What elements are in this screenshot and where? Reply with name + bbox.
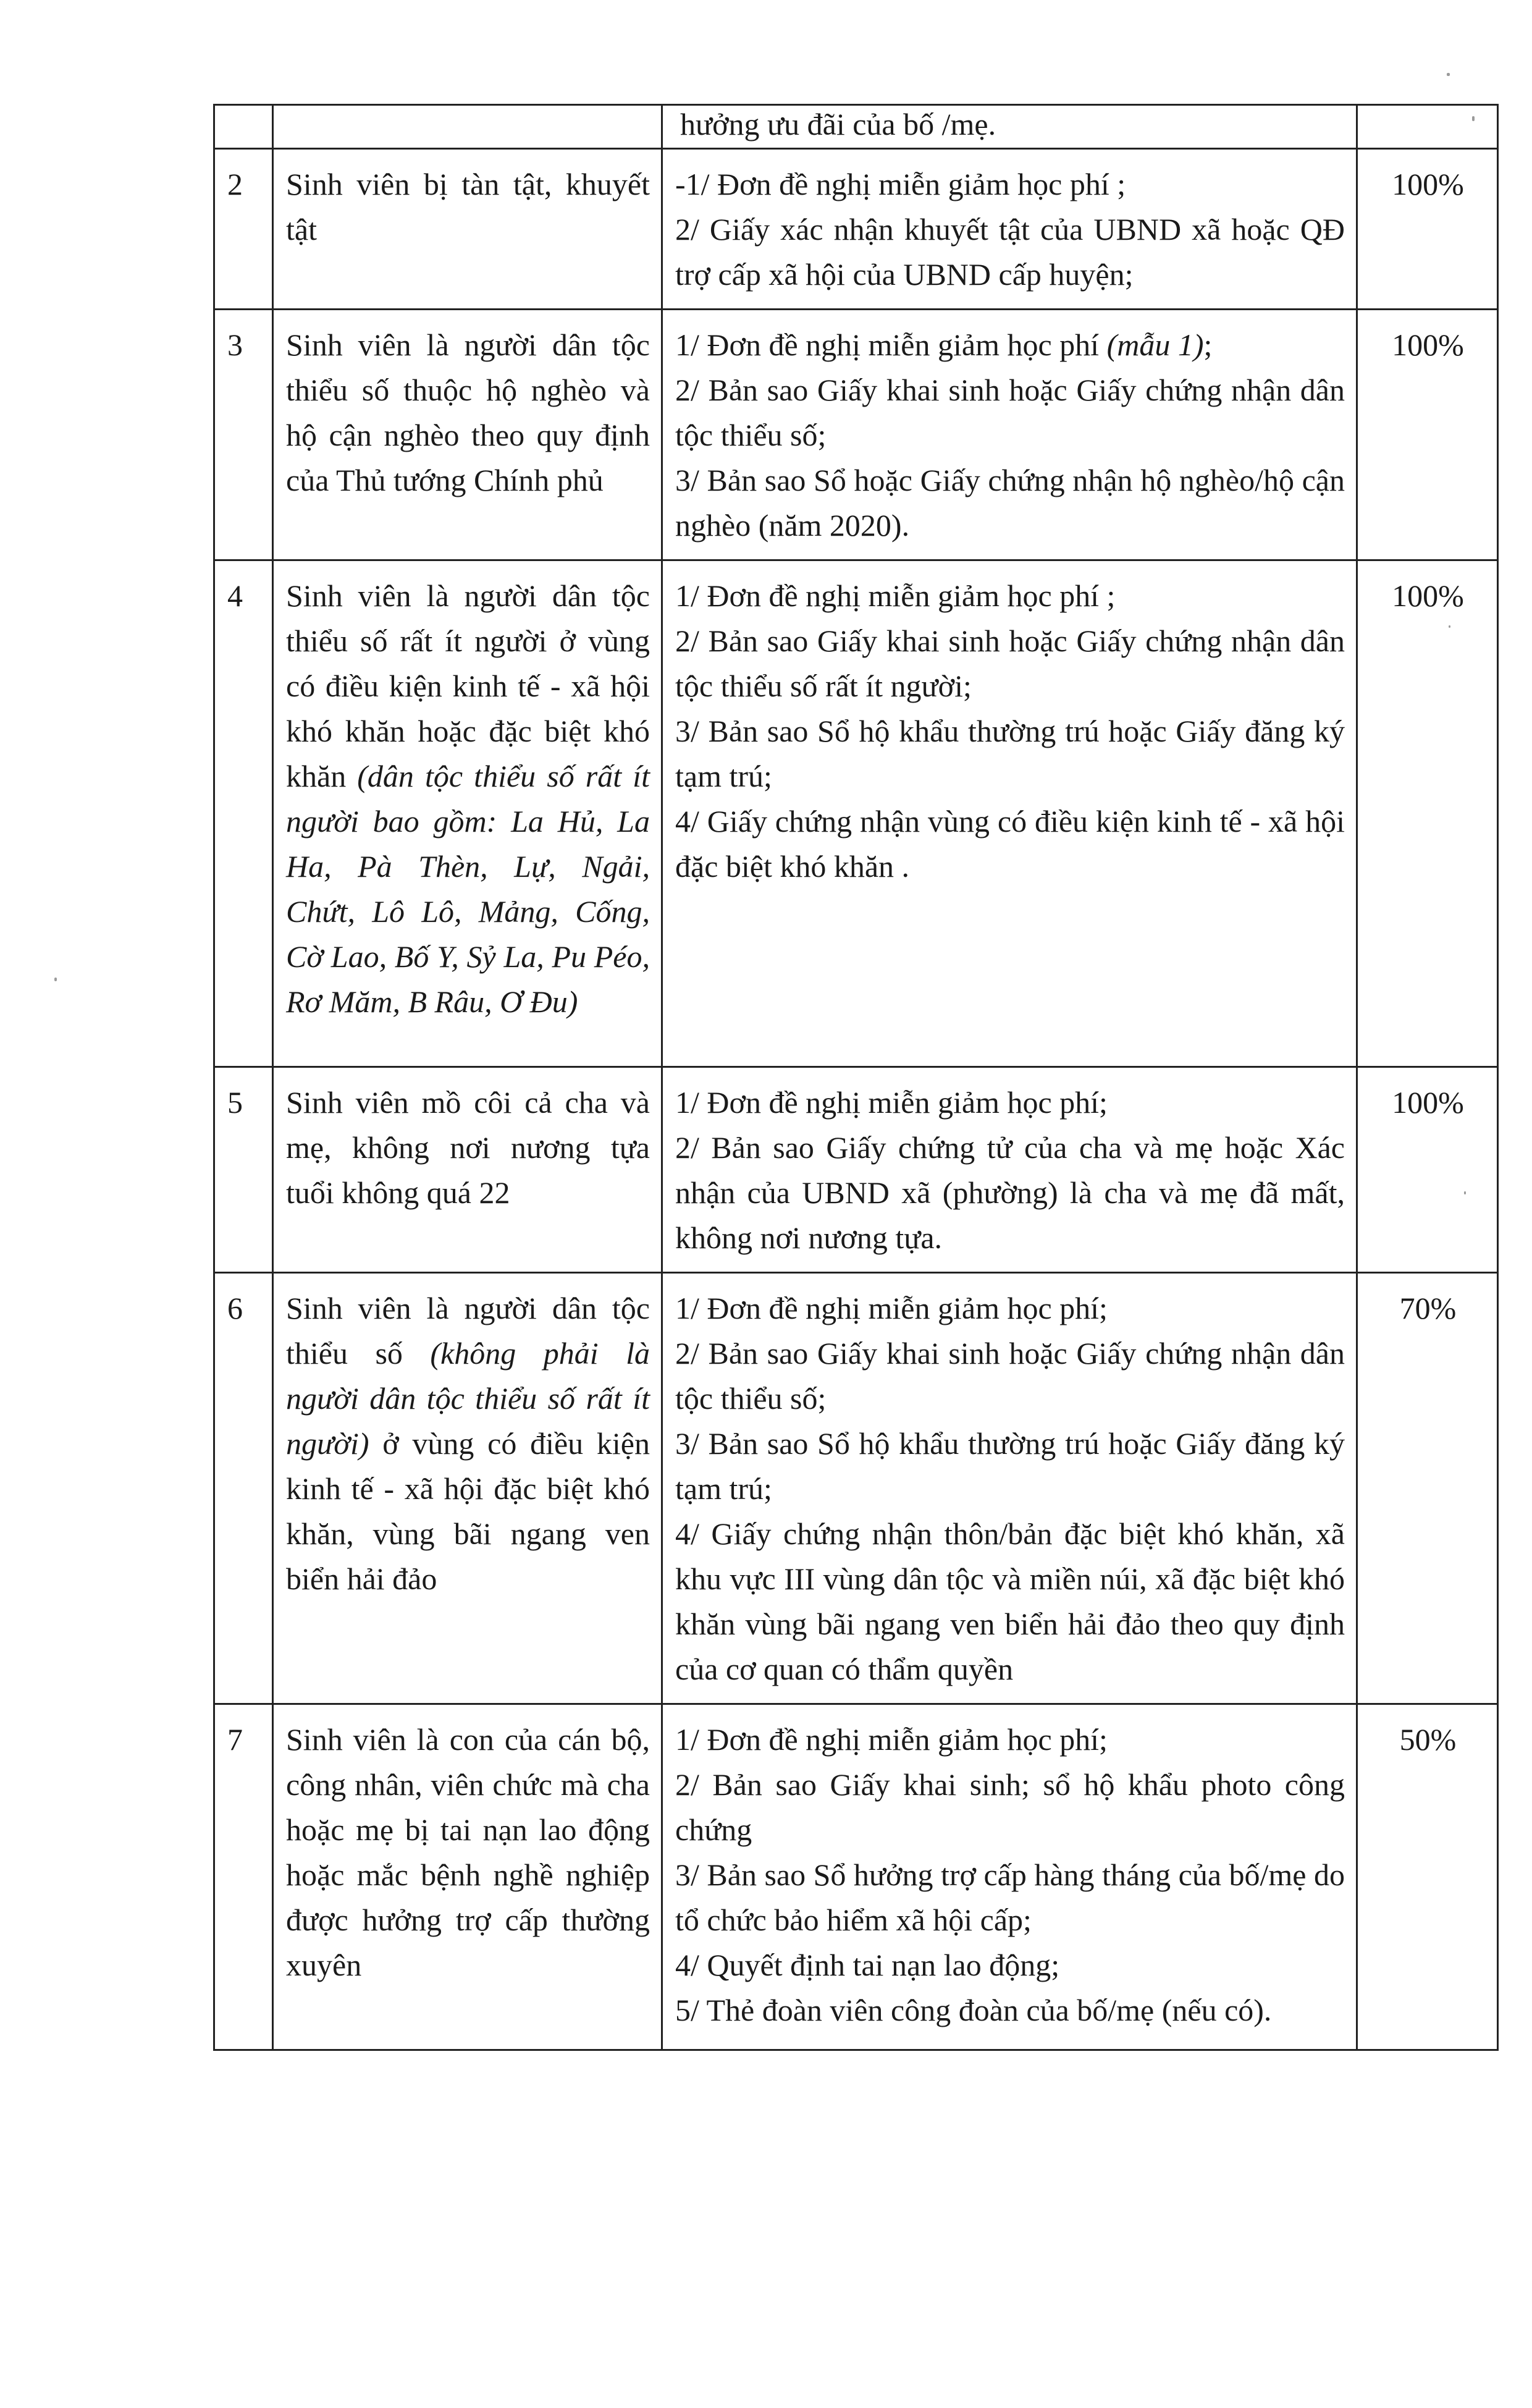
- cell-object: [273, 105, 662, 149]
- table-body: [214, 105, 1498, 2050]
- object-text: Sinh viên mồ côi cả cha và mẹ, không nơi nương tựa tuổi không quá 22: [286, 1085, 650, 1210]
- document-item: 1/ Đơn đề nghị miễn giảm học phí;: [675, 1291, 1108, 1325]
- cell-rate: 50%: [1357, 1704, 1498, 2050]
- table-row: [214, 1067, 1498, 1273]
- document-item: 4/ Giấy chứng nhận vùng có điều kiện kinh tế - xã hội đặc biệt khó khăn .: [675, 804, 1345, 884]
- cell-documents: [662, 1273, 1357, 1704]
- document-item: 2/ Bản sao Giấy khai sinh hoặc Giấy chứng nhận dân tộc thiểu số;: [675, 1336, 1345, 1416]
- cell-documents: [662, 1704, 1357, 2050]
- document-item: 3/ Bản sao Sổ hưởng trợ cấp hàng tháng của bố/mẹ do tổ chức bảo hiểm xã hội cấp;: [675, 1857, 1345, 1937]
- object-text: Sinh viên là người dân tộc thiểu số thuộc hộ nghèo và hộ cận nghèo theo quy định của Thủ tướng Chính phủ: [286, 327, 650, 497]
- object-text: ở vùng có điều kiện kinh tế - xã hội đặc biệt khó khăn, vùng bãi ngang ven biển hải đảo: [286, 1426, 650, 1596]
- cell-documents: [662, 105, 1357, 149]
- table-row: [214, 1704, 1498, 2050]
- cell-object: [273, 1273, 662, 1704]
- cell-documents: [662, 149, 1357, 310]
- cell-no: 3: [214, 310, 273, 560]
- object-text: Sinh viên là con của cán bộ, công nhân, viên chức mà cha hoặc mẹ bị tai nạn lao động hoặc mắc bệnh nghề nghiệp được hưởng trợ cấp thường xuyên: [286, 1722, 650, 1982]
- object-note-italic: (dân tộc thiểu số rất ít người bao gồm: La Hủ, La Ha, Pà Thèn, Lự, Ngải, Chứt, Lô Lô, Mảng, Cống, Cờ Lao, Bố Y, Sỷ La, Pu Péo, Rơ Măm, B Râu, Ơ Đu): [286, 759, 650, 1019]
- object-text: Sinh viên là người dân tộc thiểu số: [286, 1291, 650, 1371]
- table-row: [214, 560, 1498, 1067]
- cell-object: [273, 560, 662, 1067]
- cell-rate: 100%: [1357, 149, 1498, 310]
- document-item: 5/ Thẻ đoàn viên công đoàn của bố/mẹ (nếu có).: [675, 1993, 1272, 2027]
- exemption-table: [213, 104, 1499, 2051]
- cell-object: [273, 149, 662, 310]
- cell-rate: 100%: [1357, 310, 1498, 560]
- cell-no: [214, 105, 273, 149]
- document-item: -1/ Đơn đề nghị miễn giảm học phí ;: [675, 167, 1126, 201]
- document-item: 1/ Đơn đề nghị miễn giảm học phí;: [675, 1085, 1108, 1120]
- document-item: 1/ Đơn đề nghị miễn giảm học phí;: [675, 1722, 1108, 1757]
- cell-no: 4: [214, 560, 273, 1067]
- cell-documents: [662, 1067, 1357, 1273]
- cell-no: 2: [214, 149, 273, 310]
- document-item: 2/ Bản sao Giấy khai sinh; sổ hộ khẩu photo công chứng: [675, 1767, 1345, 1847]
- document-item: 4/ Giấy chứng nhận thôn/bản đặc biệt khó khăn, xã khu vực III vùng dân tộc và miền núi, xã đặc biệt khó khăn vùng bãi ngang ven biển hải đảo theo quy định của cơ quan có thẩm quyền: [675, 1516, 1345, 1686]
- cell-rate: 70%: [1357, 1273, 1498, 1704]
- cell-no: 7: [214, 1704, 273, 2050]
- cell-no: 6: [214, 1273, 273, 1704]
- table-row: [214, 1273, 1498, 1704]
- document-item: hưởng ưu đãi của bố /mẹ.: [680, 107, 996, 142]
- object-text: Sinh viên là người dân tộc thiểu số rất ít người ở vùng có điều kiện kinh tế - xã hội khó khăn hoặc đặc biệt khó khăn: [286, 578, 650, 793]
- cell-rate: 100%: [1357, 1067, 1498, 1273]
- cell-object: [273, 1067, 662, 1273]
- cell-documents: [662, 310, 1357, 560]
- cell-rate: [1357, 105, 1498, 149]
- document-item: 2/ Giấy xác nhận khuyết tật của UBND xã hoặc QĐ trợ cấp xã hội của UBND cấp huyện;: [675, 212, 1345, 292]
- document-item: 4/ Quyết định tai nạn lao động;: [675, 1948, 1060, 1982]
- continuation-row: [214, 105, 1498, 149]
- document-item: 2/ Bản sao Giấy khai sinh hoặc Giấy chứng nhận dân tộc thiểu số;: [675, 373, 1345, 452]
- document-item: 1/ Đơn đề nghị miễn giảm học phí (mẫu 1);: [675, 327, 1213, 362]
- cell-no: 5: [214, 1067, 273, 1273]
- cell-object: [273, 310, 662, 560]
- cell-rate: 100%: [1357, 560, 1498, 1067]
- document-item: 2/ Bản sao Giấy khai sinh hoặc Giấy chứng nhận dân tộc thiểu số rất ít người;: [675, 623, 1345, 703]
- document-item: 3/ Bản sao Sổ hoặc Giấy chứng nhận hộ nghèo/hộ cận nghèo (năm 2020).: [675, 463, 1345, 543]
- scan-speck: [1447, 73, 1450, 76]
- document-item: 3/ Bản sao Sổ hộ khẩu thường trú hoặc Giấy đăng ký tạm trú;: [675, 714, 1345, 793]
- document-item: 3/ Bản sao Sổ hộ khẩu thường trú hoặc Giấy đăng ký tạm trú;: [675, 1426, 1345, 1506]
- document-item: 2/ Bản sao Giấy chứng tử của cha và mẹ hoặc Xác nhận của UBND xã (phường) là cha và mẹ đã mất, không nơi nương tựa.: [675, 1130, 1345, 1255]
- scan-speck: [54, 978, 57, 981]
- object-text: Sinh viên bị tàn tật, khuyết tật: [286, 167, 650, 247]
- cell-object: [273, 1704, 662, 2050]
- table-row: [214, 149, 1498, 310]
- object-note-italic: (không phải là người dân tộc thiểu số rất ít người): [286, 1336, 650, 1461]
- cell-documents: [662, 560, 1357, 1067]
- table-row: [214, 310, 1498, 560]
- document-item: 1/ Đơn đề nghị miễn giảm học phí ;: [675, 578, 1116, 613]
